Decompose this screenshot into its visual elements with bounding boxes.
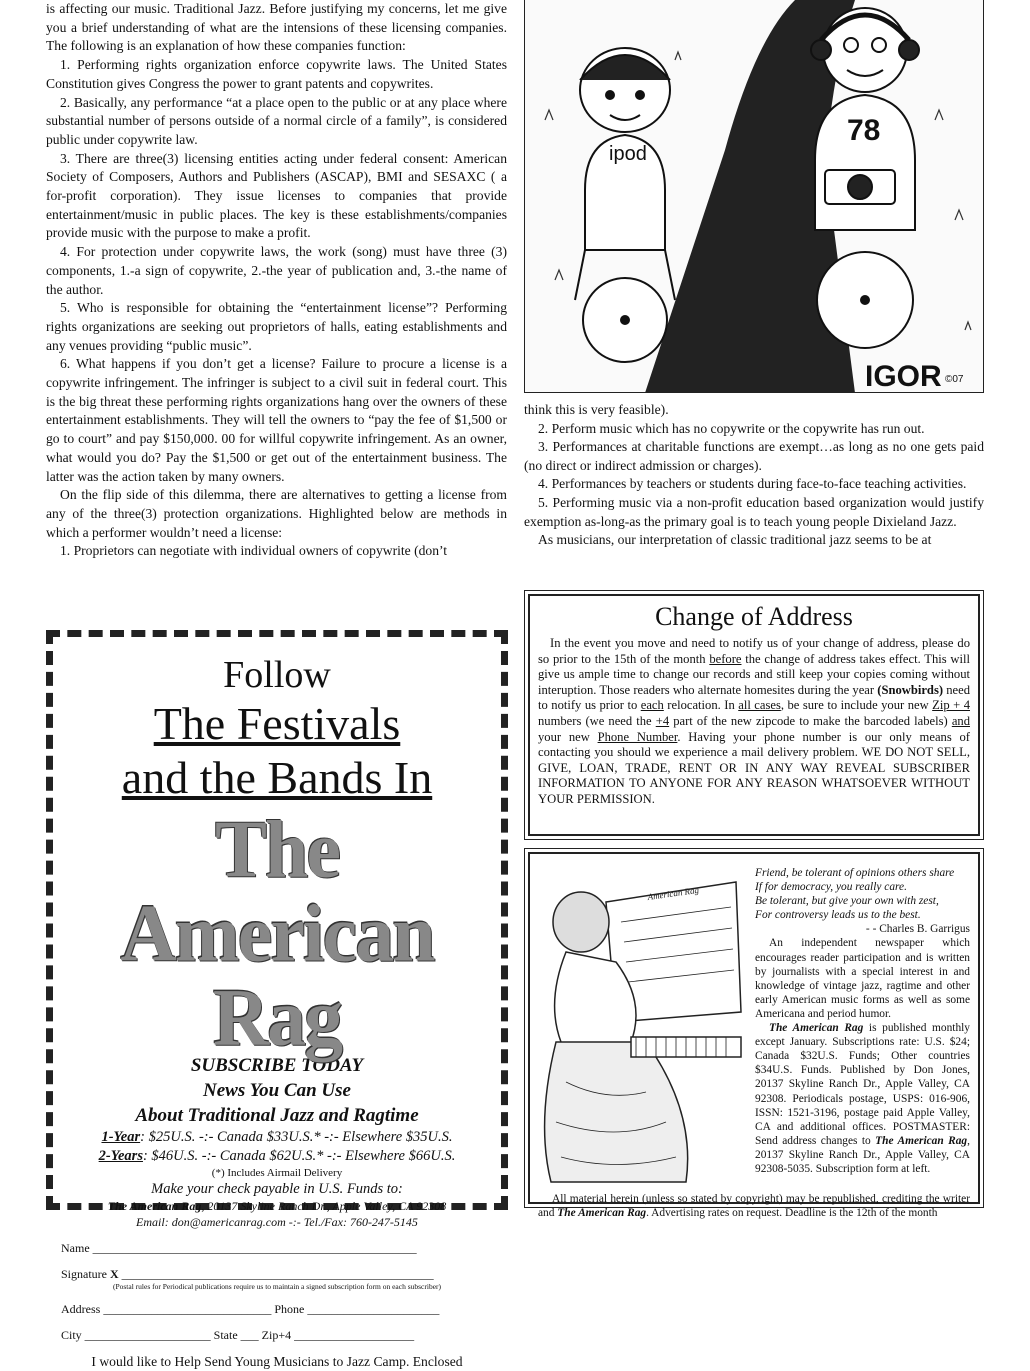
poem-line: Friend, be tolerant of opinions others share [755,867,955,879]
article-paragraph: 2. Basically, any performance “at a place open to the public or at any place where substantial number of persons outside of a normal circle of a family”, is considered public under copywrite law. [46,94,507,147]
masthead-publication-info: The American Rag is published monthly except January. Subscriptions rate: U.S. $24; Canada $32U.S. Funds; Other countries $34U.S. Funds. Published by Don Jones, 20137 Skyline Ranch Dr., Apple Valley, CA 92308. Periodicals postage, USPS: 016-906, ISSN: 1521-3196, postage paid Apple Valley, CA and additional offices. POSTMASTER: Send address changes to The American Rag, 20137 Skyline Ranch Dr., Apple Valley, CA 92308-5035. Subscription form at left. [755,1022,971,1175]
article-right-column [524,401,984,550]
follow-heading: Follow [223,654,331,696]
festivals-heading: The Festivals [153,698,401,749]
city-state-zip-field[interactable]: City _____________________ State ___ Zip+4 ____________________ [61,1328,415,1342]
airmail-note: (*) Includes Airmail Delivery [211,1167,343,1179]
poem-line: If for democracy, you really care. [755,881,907,894]
masthead-description: An independent newspaper which encourages reader participation and is written by journalists with a special interest in and knowledge of vintage jazz, ragtime and other early American music forms as well as some Americana and period humor. [755,937,970,1020]
poem-line: Be tolerant, but give your own with zest, [755,895,939,908]
masthead-box [524,848,984,1220]
article-paragraph: is affecting our music. Traditional Jazz. Before justifying my concerns, let me give you a brief understanding of what are the intensions of these licensing companies. The following is an explanation of how these companies function: [46,1,507,54]
name-field[interactable]: Name ______________________________________________________ [61,1241,417,1255]
signature-note: (Postal rules for Periodical publications require us to maintain a signed subscription form on each subscriber) [112,1282,442,1291]
cartoon-signature: IGOR [865,360,942,393]
article-paragraph: 3. There are three(3) licensing entities acting under federal consent: American Society of Composers, Authors and Publishers (ASCAP), BMI and SESAXC ( a for-profit corporation). They issue licenses to companies that provide entertainment/music in public places. The key is these establishments/companies provide music with the purpose to make a profit. [46,150,507,241]
about-heading: About Traditional Jazz and Ragtime [135,1105,419,1126]
article-paragraph: 6. What happens if you don’t get a license? Failure to procure a license is a copywrite infringement. The infringer is subject to a civil suit in federal court. This is the big threat these performing rights organizations hang over the owners of these entertainment establishments. They will tell the owners to “pay the fee of $1,500 or go to court” and pay $150,000. 00 for willful copywrite infringement. As an owner, what would you do? Pay the $1,500 or get out of the entertainment business. The latter was the action taken by many owners. [46,356,507,484]
sheet-music-caption: American Rag [646,884,700,902]
payable-note: Make your check payable in U.S. Funds to: [151,1181,403,1197]
masthead-republish-note: All material herein (unless so stated by copyright) may be republished, crediting the writer and The American Rag. Advertising rates on request. Deadline is the 12th of the month [538,1193,970,1220]
cartoon-right-shirt-text: 78 [847,114,881,147]
change-of-address-body: In the event you move and need to notify us of your change of address, please do so prior to the 15th of the month before the change of address takes effect. This will give us ample time to change our records and still keep your copies coming without interuption. Those readers who alternate homesites during the year (Snowbirds) need to notify us prior to each relocation. In all cases, be sure to include your new Zip + 4 numbers (we need the +4 part of the new zipcode to make the barcoded labels) and your new Phone Number. Having your phone number is our only means of contacting you should we experience a mail delivery problem. WE DO NOT SELL, GIVE, LOAN, TRADE, RENT OR IN ANY WAY REVEAL SUBSCRIBER INFORMATION TO ANYONE FOR ANY REASON WHATSOEVER WITHOUT YOUR PERMISSION. [538,636,970,806]
article-paragraph: As musicians, our interpretation of classic traditional jazz seems to be at [538,532,932,548]
pianist-illustration [536,862,746,1187]
poem-author: - - Charles B. Garrigus [865,923,970,936]
signature-field[interactable]: Signature X ____________________________________________________ [61,1267,434,1281]
cartoon-left-shirt-text: ipod [609,143,647,165]
article-paragraph: 4. For protection under copywrite laws, the work (song) must have three (3) components, 1.-a sign of copywrite, 2.-the year of publication and, 3.-the name of the author. [46,244,507,297]
article-paragraph: 1. Proprietors can negotiate with individual owners of copywrite (don’t [60,543,448,559]
cartoon-illustration [524,0,984,393]
article-paragraph: 4. Performances by teachers or students during face-to-face teaching activities. [538,476,967,492]
subscription-form-box [46,630,508,1369]
address-phone-field[interactable]: Address ____________________________ Phone ______________________ [61,1302,440,1316]
two-year-price-line: 2-Years: $46U.S. -:- Canada $62U.S.* -:- Elsewhere $66U.S. [98,1148,456,1164]
article-paragraph: think this is very feasible). [524,402,669,417]
article-paragraph: 3. Performances at charitable functions are exempt…as long as no one gets paid (no direct or indirect admission or charges). [524,439,984,473]
article-paragraph: 2. Perform music which has no copywrite or the copywrite has run out. [538,420,925,436]
bands-heading: and the Bands In [121,752,433,803]
jazz-camp-note: I would like to Help Send Young Musicians to Jazz Camp. Enclosed [91,1354,463,1369]
poem-line: For controversy leads us to the best. [755,909,921,922]
change-of-address-title: Change of Address [655,602,853,631]
contact-line: Email: don@americanrag.com -:- Tel./Fax: 760-247-5145 [136,1215,418,1229]
cartoon-drawing [525,0,984,393]
article-left-column [46,0,507,561]
article-paragraph: 5. Who is responsible for obtaining the “entertainment license”? Performing rights organizations are seeking out proprietors of halls, eating establishments and any venues providing “public music”. [46,300,507,353]
news-heading: News You Can Use [203,1080,351,1101]
mailing-address: The American Rag, 20137 Skyline Ranch Dr., Apple Valley, CA 92308 [107,1199,447,1213]
subscribe-heading: SUBSCRIBE TODAY [190,1055,364,1076]
one-year-price-line: 1-Year: $25U.S. -:- Canada $33U.S.* -:- Elsewhere $35U.S. [101,1129,453,1145]
article-paragraph: On the flip side of this dilemma, there are alternatives to getting a license from any of the three(3) protection organizations. Highlighted below are methods in which a performer wouldn’t need a license: [46,487,507,540]
article-paragraph: 5. Performing music via a non-profit education based organization would justify exemption as-long-as the primary goal is to teach young people Dixieland Jazz. [524,494,984,529]
american-rag-logo: The American Rag [120,802,434,1063]
change-of-address-box [524,590,984,840]
article-paragraph: 1. Performing rights organization enforce copywrite laws. The United States Constitution gives Congress the power to grant patents and copywrites. [46,57,507,91]
cartoon-year: ©07 [945,374,964,385]
masthead-text [755,866,970,1176]
